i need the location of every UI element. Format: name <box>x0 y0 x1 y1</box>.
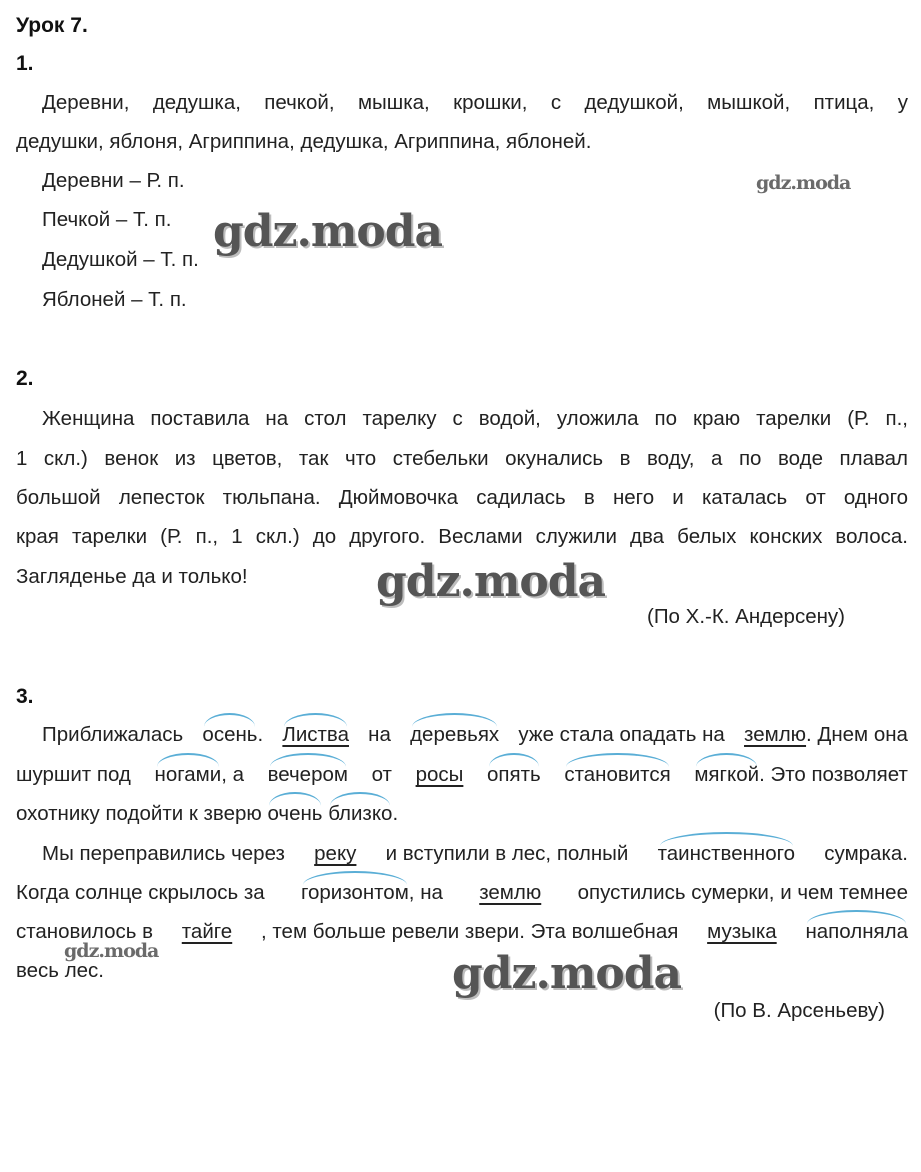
exercise-1-number: 1. <box>16 52 34 75</box>
word-root-marked: близко <box>328 802 393 825</box>
watermark-large: gdz.moda <box>376 556 606 607</box>
word-root-marked: осень <box>202 723 258 746</box>
exercise-3-line-7: весь лес. <box>16 959 104 982</box>
exercise-3-line-3: охотнику подойти к зверю очень близко. <box>16 802 399 825</box>
page-title: Урок 7. <box>16 14 88 37</box>
watermark-small: gdz.moda <box>756 172 851 194</box>
exercise-3-line-4: Мы переправились через реку и вступили в лес, полный таинственного сумрака. <box>42 842 908 865</box>
word-root-marked: горизонтом <box>300 881 409 904</box>
word: на <box>368 723 391 746</box>
word-subject-marked: Листва <box>282 723 349 746</box>
word-root-marked: ногами <box>154 763 222 786</box>
word-underlined: землю <box>744 723 807 746</box>
exercise-1-item: Печкой – Т. п. <box>42 208 172 231</box>
exercise-3-line-2: шуршит под ногами, а вечером от росы опять становится мягкой. Это позволяет <box>16 763 908 786</box>
exercise-1-line-2: дедушки, яблоня, Агриппина, дедушка, Агриппина, яблоней. <box>16 130 592 153</box>
word-root-marked: мягкой <box>694 763 760 786</box>
exercise-3-line-1: Приближалась осень. Листва на деревьях уже стала опадать на землю. Днем она <box>42 723 908 746</box>
exercise-2-source: (По Х.-К. Андерсену) <box>647 605 845 628</box>
word-root-marked: вечером <box>267 763 348 786</box>
exercise-2-line: Загляденье да и только! <box>16 565 248 588</box>
exercise-3-source: (По В. Арсеньеву) <box>713 999 885 1022</box>
word: шуршит под <box>16 763 131 786</box>
exercise-3-line-5: Когда солнце скрылось за горизонтом, на землю опустились сумерки, и чем темнее <box>16 881 908 904</box>
exercise-2-line: большой лепесток тюльпана. Дюймовочка садилась в него и каталась от одного <box>16 486 908 509</box>
exercise-3-number: 3. <box>16 685 34 708</box>
word: уже стала опадать на <box>518 723 725 746</box>
word-underlined: землю <box>479 881 542 904</box>
watermark-large: gdz.moda <box>213 206 443 257</box>
exercise-2-line: 1 скл.) венок из цветов, так что стебельки окунались в воду, а по воде плавал <box>16 447 908 470</box>
exercise-2-line: Женщина поставила на стол тарелку с водой, уложила по краю тарелки (Р. п., <box>42 407 908 430</box>
word-root-marked: деревьях <box>410 723 500 746</box>
word-root-marked: наполняла <box>805 920 908 943</box>
exercise-1-item: Деревни – Р. п. <box>42 169 185 192</box>
exercise-2-line: края тарелки (Р. п., 1 скл.) до другого. Веслами служили два белых конских волоса. <box>16 525 908 548</box>
watermark-small: gdz.moda <box>64 940 159 962</box>
word-root-marked: становится <box>564 763 671 786</box>
word-root-marked: опять <box>487 763 541 786</box>
exercise-3-line-6: становилось в тайге , тем больше ревели звери. Эта волшебная музыка наполняла <box>16 920 908 943</box>
exercise-1-line-1: Деревни, дедушка, печкой, мышка, крошки, с дедушкой, мышкой, птица, у <box>42 91 908 114</box>
word-underlined: тайге <box>181 920 233 943</box>
word-underlined: музыка <box>707 920 777 943</box>
word: Приближалась <box>42 723 184 746</box>
word-root-marked: очень <box>267 802 323 825</box>
word-root-marked: таинственного <box>657 842 796 865</box>
exercise-1-item: Яблоней – Т. п. <box>42 288 187 311</box>
word-underlined: росы <box>415 763 464 786</box>
word: от <box>371 763 392 786</box>
watermark-large: gdz.moda <box>452 948 682 999</box>
exercise-1-item: Дедушкой – Т. п. <box>42 248 199 271</box>
exercise-2-number: 2. <box>16 367 34 390</box>
word-underlined: реку <box>314 842 357 865</box>
